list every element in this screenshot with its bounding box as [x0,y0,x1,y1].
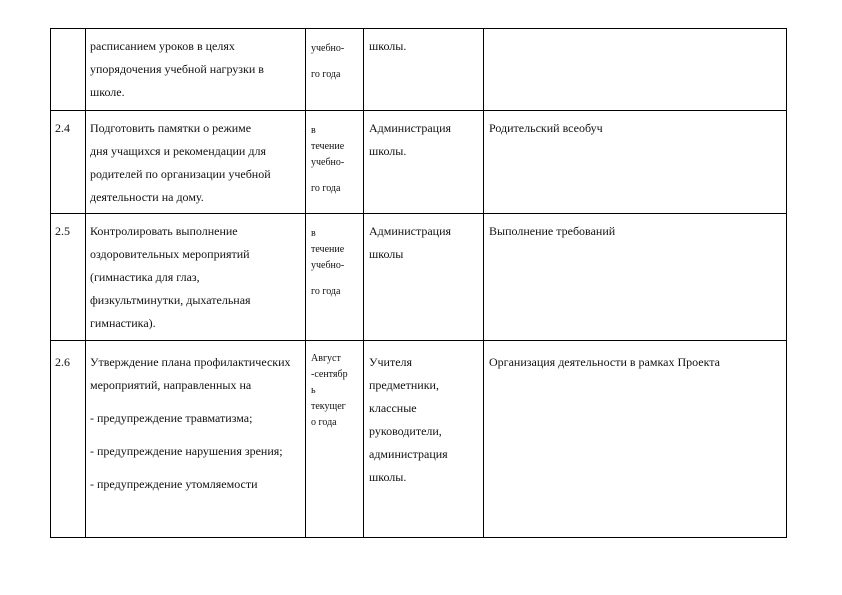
row-number: 2.6 [55,355,70,369]
result-text: Организация деятельности в рамках Проекта [489,355,720,369]
table-row [51,29,787,111]
date-cell [306,341,364,538]
activity-line: Контролировать выполнение [90,224,238,238]
activity-line: школе. [90,85,125,99]
date-line: Август [311,353,341,364]
activity-line: расписанием уроков в целях [90,39,235,53]
responsible-text: Учителя предметники, классные руководители, администрация школы. [369,355,448,484]
date-line: течение [311,141,345,152]
activity-cell [86,214,306,341]
responsible-cell [364,341,484,538]
row-number-cell [51,341,86,538]
row-number-cell [51,29,86,111]
responsible-text: школы. [369,39,407,53]
date-line: го года [311,286,341,297]
activity-line: (гимнастика для глаз, [90,270,200,284]
activity-item: - предупреждение утомляемости [90,477,258,491]
activity-line: деятельности на дому. [90,190,204,204]
activity-line: гимнастика). [90,316,156,330]
result-text: Выполнение требований [489,224,616,238]
activity-line: физкультминутки, дыхательная [90,293,251,307]
date-line: в [311,228,316,239]
date-line: текущег [311,401,346,412]
activity-line: упорядочения учебной нагрузки в [90,62,264,76]
responsible-cell [364,111,484,214]
date-line: учебно- [311,43,345,54]
activity-cell [86,111,306,214]
table-row [51,214,787,341]
row-number: 2.5 [55,224,70,238]
activity-line: оздоровительных мероприятий [90,247,250,261]
responsible-cell [364,214,484,341]
result-cell [484,341,787,538]
date-line: го года [311,183,341,194]
activity-line: Подготовить памятки о режиме [90,121,252,135]
activity-item: - предупреждение травматизма; [90,411,253,425]
activity-cell [86,341,306,538]
activity-cell [86,29,306,111]
result-cell [484,29,787,111]
table-row [51,341,787,538]
date-cell [306,111,364,214]
date-line: в [311,125,316,136]
result-cell [484,111,787,214]
date-line: течение [311,244,345,255]
activity-intro: Утверждение плана профилактических мероприятий, направленных на [90,355,291,392]
row-number: 2.4 [55,121,70,135]
date-cell [306,214,364,341]
date-cell [306,29,364,111]
date-line: го года [311,69,341,80]
activity-item: - предупреждение нарушения зрения; [90,444,283,458]
plan-table [50,28,787,538]
result-text: Родительский всеобуч [489,121,603,135]
responsible-text: Администрация школы. [369,121,452,158]
date-line: о года [311,417,337,428]
responsible-text: Администрация школы [369,224,452,261]
activity-line: родителей по организации учебной [90,167,271,181]
date-line: -сентябр [311,369,348,380]
result-text [484,29,786,35]
row-number-cell [51,111,86,214]
date-line: учебно- [311,260,345,271]
date-line: ь [311,385,316,396]
row-number-cell [51,214,86,341]
table-row [51,111,787,214]
responsible-cell [364,29,484,111]
activity-line: дня учащихся и рекомендации для [90,144,266,158]
result-cell [484,214,787,341]
date-line: учебно- [311,157,345,168]
